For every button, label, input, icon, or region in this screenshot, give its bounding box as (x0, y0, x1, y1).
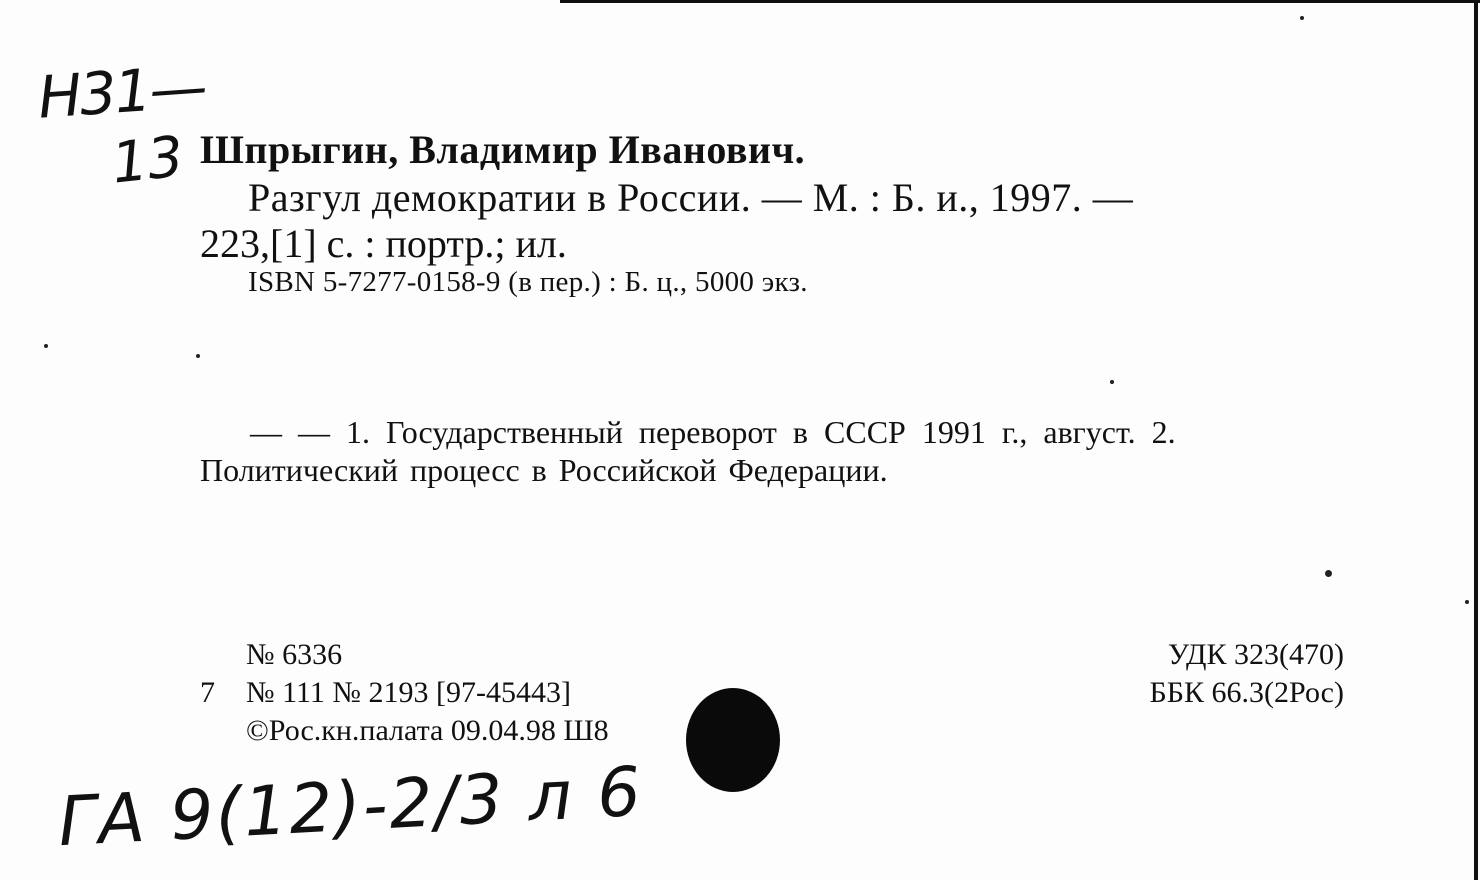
card-top-border (560, 0, 1480, 3)
handwritten-shelf-code-number: 13 (108, 124, 187, 197)
subject-headings-line-2: Политический процесс в Российской Федерации. (200, 452, 888, 488)
scan-speck (1325, 570, 1332, 577)
handwritten-inventory-code: ГА 9(12)-2/3 л 6 (56, 752, 645, 863)
registration-numbers-row (200, 676, 571, 710)
title-imprint-line: Разгул демократии в России. — М. : Б. и., 1997. — (248, 175, 1134, 220)
scan-speck (1110, 380, 1114, 384)
scan-speck (196, 354, 200, 358)
card-punch-hole (686, 688, 780, 792)
scan-speck (1465, 600, 1469, 604)
subject-headings-line-1: — — 1. Государственный переворот в СССР 1991 г., август. 2. (250, 414, 1176, 450)
copyright-line: ©Рос.кн.палата 09.04.98 Ш8 (246, 714, 609, 747)
author-heading: Шпрыгин, Владимир Иванович. (200, 127, 806, 172)
scan-speck (1300, 16, 1304, 20)
handwritten-shelf-code: Н31— (35, 52, 208, 132)
isbn-line: ISBN 5-7277-0158-9 (в пер.) : Б. ц., 5000 экз. (248, 266, 808, 298)
registration-numbers: № 111 № 2193 [97-45443] (246, 676, 571, 709)
scan-speck (44, 344, 48, 348)
pagination-line: 223,[1] с. : портр.; ил. (200, 221, 567, 266)
registration-prefix: 7 (200, 676, 215, 709)
registration-number: № 6336 (246, 638, 343, 671)
udk-code: УДК 323(470) (1167, 638, 1344, 671)
bbk-code: ББК 66.3(2Рос) (1149, 676, 1344, 709)
card-right-border (1474, 0, 1478, 880)
